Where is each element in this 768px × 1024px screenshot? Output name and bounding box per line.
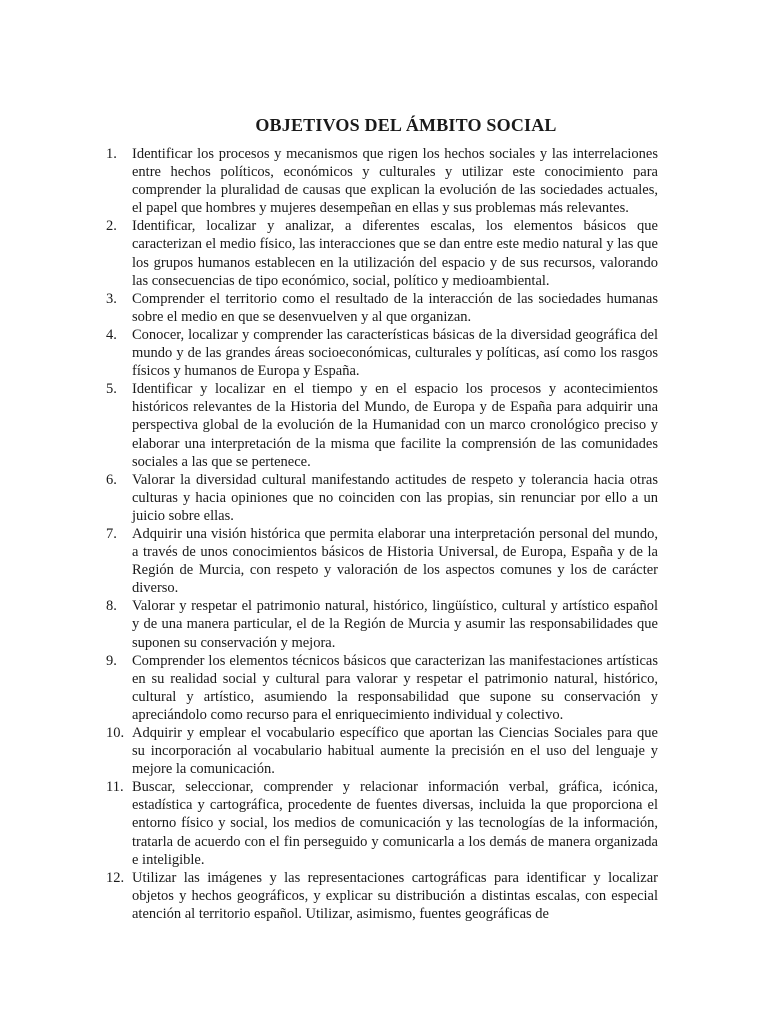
objective-number: 3. xyxy=(106,290,117,307)
objective-item-9 xyxy=(106,652,658,724)
objective-number: 7. xyxy=(106,525,117,542)
objective-item-4 xyxy=(106,326,658,380)
objective-text: Identificar, localizar y analizar, a diferentes escalas, los elementos básicos que caracterizan el medio físico, las interacciones que se dan entre este medio natural y las que los grupos humanos establecen en la utilización del espacio y de sus recursos, valorando las consecuencias de tipo económico, social, político y medioambiental. xyxy=(132,218,658,289)
objective-item-1 xyxy=(106,145,658,217)
objective-item-2 xyxy=(106,217,658,289)
objective-text: Valorar la diversidad cultural manifestando actitudes de respeto y tolerancia hacia otras culturas y hacia opiniones que no coinciden con las propias, sin renunciar por ello a un juicio sobre ellas. xyxy=(132,471,658,524)
objective-number: 4. xyxy=(106,326,117,343)
objective-number: 10. xyxy=(106,725,125,741)
objective-number: 1. xyxy=(106,146,117,162)
objective-item-8 xyxy=(106,597,658,651)
objective-item-12 xyxy=(106,869,658,923)
objective-text: Comprender los elementos técnicos básicos que caracterizan las manifestaciones artísticas en su realidad social y cultural para valorar y respetar el patrimonio natural, histórico, cultural y artístico, asumiendo la responsabilidad que supone su conservación y apreciándolo como recurso para el enriquecimiento individual y colectivo. xyxy=(132,652,658,723)
objective-text: Adquirir una visión histórica que permita elaborar una interpretación personal del mundo, a través de unos conocimientos básicos de Historia Universal, de Europa, España y de la Región de Murcia, con respeto y valoración de los aspectos comunes y los de carácter diverso. xyxy=(132,525,658,597)
objective-number: 11. xyxy=(106,779,124,796)
objective-text: Adquirir y emplear el vocabulario específico que aportan las Ciencias Sociales para que su incorporación al vocabulario habitual aumente la precisión en el uso del lenguaje y mejore la comunicación. xyxy=(132,725,658,778)
objective-number: 2. xyxy=(106,218,117,235)
objective-text: Identificar los procesos y mecanismos que rigen los hechos sociales y las interrelaciones entre hechos políticos, económicos y culturales y utilizar este conocimiento para comprender la pluralidad de causas que explican la evolución de las sociedades actuales, el papel que hombres y mujeres desempeñan en ellas y sus problemas más relevantes. xyxy=(132,146,658,217)
document-title: OBJETIVOS DEL ÁMBITO SOCIAL xyxy=(255,115,557,135)
objective-item-7 xyxy=(106,525,658,597)
objective-text: Identificar y localizar en el tiempo y en el espacio los procesos y acontecimientos históricos relevantes de la Historia del Mundo, de Europa y de España para adquirir una perspectiva global de la evolución de la Humanidad con un marco cronológico preciso y elaborar una interpretación de la misma que facilite la comprensión de las comunidades sociales a las que se pertenece. xyxy=(132,381,658,470)
objective-item-11 xyxy=(106,778,658,868)
objective-item-10 xyxy=(106,724,658,778)
objective-number: 6. xyxy=(106,471,117,488)
objective-text: Conocer, localizar y comprender las características básicas de la diversidad geográfica del mundo y de las grandes áreas socioeconómicas, culturales y políticas, así como los rasgos físicos y humanos de Europa y España. xyxy=(132,326,658,380)
objective-number: 12. xyxy=(106,869,125,886)
objective-number: 5. xyxy=(106,381,117,398)
objective-text: Comprender el territorio como el resultado de la interacción de las sociedades humanas sobre el medio en que se desenvuelven y al que organizan. xyxy=(132,290,658,325)
objective-item-6 xyxy=(106,471,658,525)
objective-item-5 xyxy=(106,380,658,470)
objective-text: Utilizar las imágenes y las representaciones cartográficas para identificar y localizar objetos y hechos geográficos, y explicar su distribución a distintas escalas, con especial atención al territorio español. Utilizar, asimismo, fuentes geográficas de xyxy=(132,869,658,922)
objective-number: 9. xyxy=(106,652,117,669)
objective-text: Valorar y respetar el patrimonio natural, histórico, lingüístico, cultural y artístico español y de una manera particular, el de la Región de Murcia y asumir las responsabilidades que suponen su conservación y mejora. xyxy=(132,598,658,651)
objective-item-3 xyxy=(106,290,658,326)
objective-number: 8. xyxy=(106,598,117,615)
objective-text: Buscar, seleccionar, comprender y relacionar información verbal, gráfica, icónica, estadística y cartográfica, procedente de fuentes diversas, incluida la que proporciona el entorno físico y social, los medios de comunicación y las tecnologías de la información, tratarla de acuerdo con el fin perseguido y comunicarla a los demás de manera organizada e inteligible. xyxy=(132,779,658,868)
objectives-list xyxy=(106,145,658,923)
